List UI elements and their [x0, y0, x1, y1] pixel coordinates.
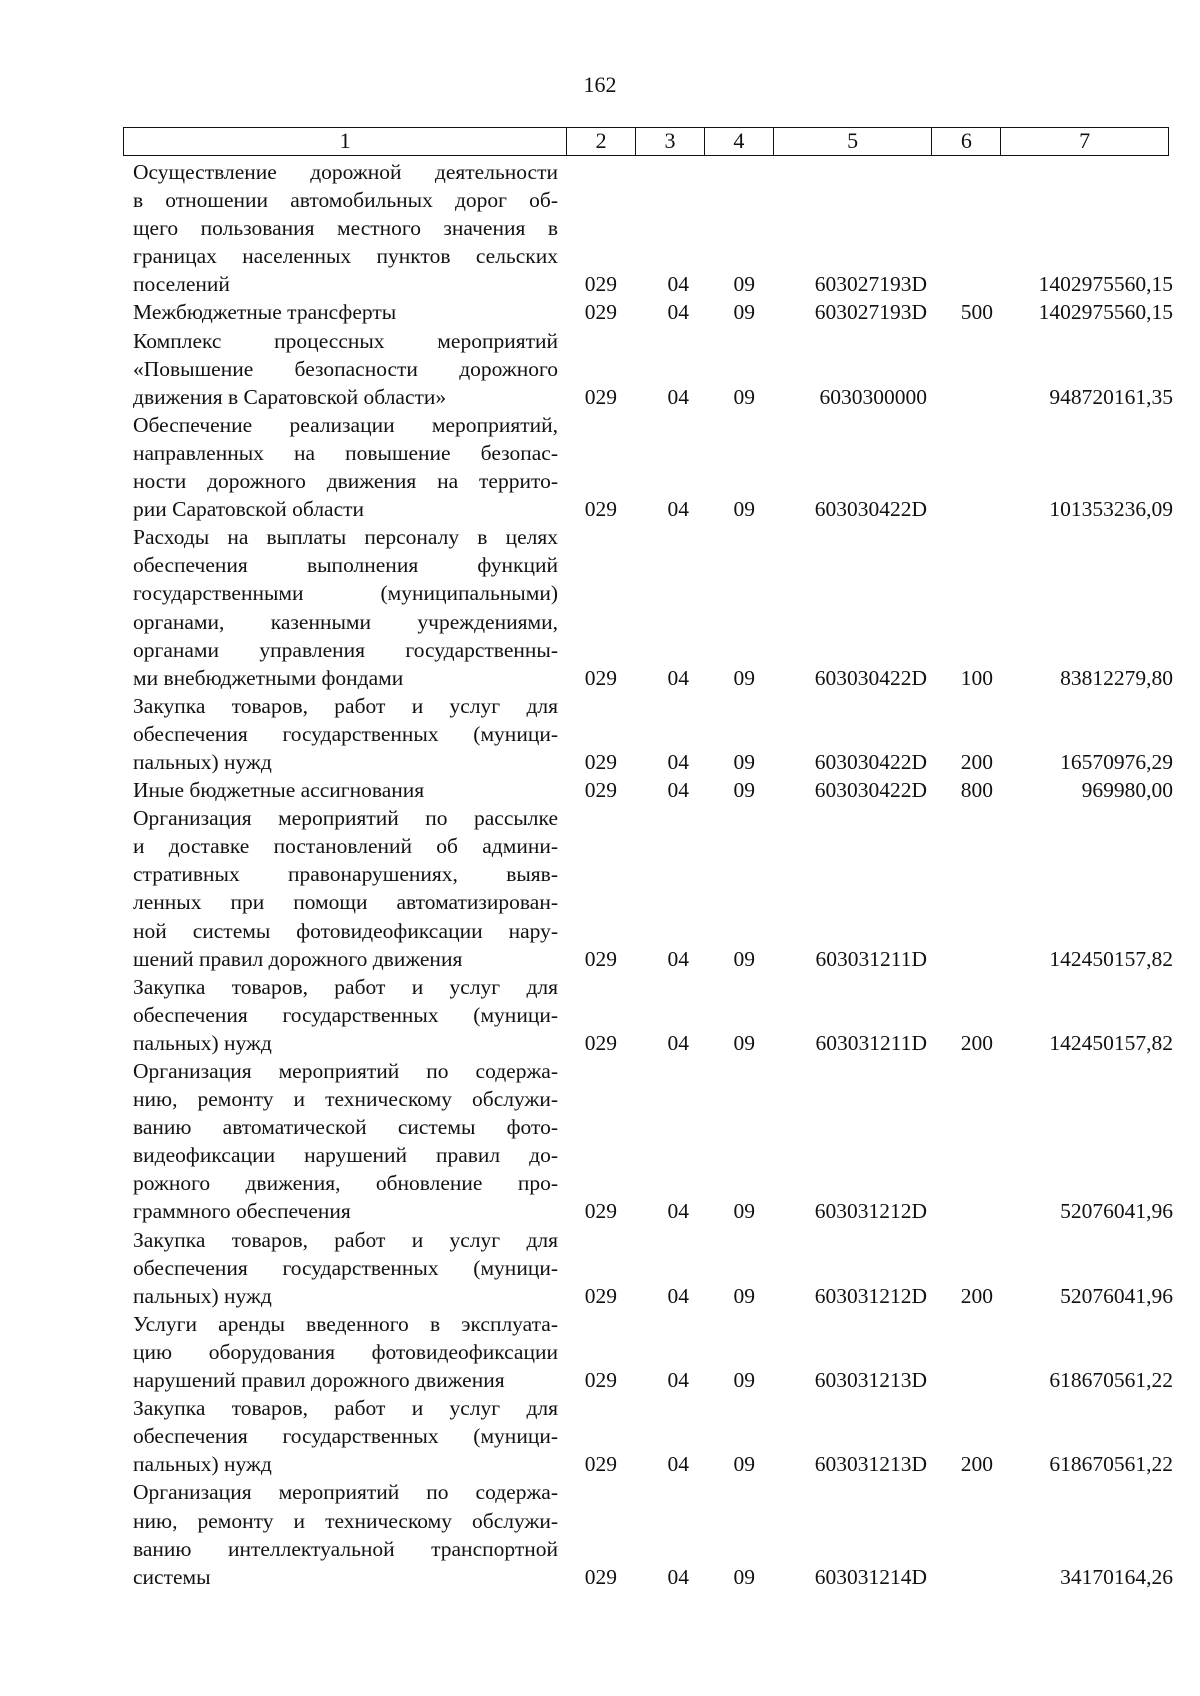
subsection-code-cell: 09 [733, 497, 755, 522]
section-code-cell: 04 [667, 665, 689, 690]
column-header-5: 5 [774, 128, 933, 155]
column-header-6: 6 [932, 128, 1001, 155]
section-code-cell: 04 [667, 1030, 689, 1055]
description-line: видеофиксации нарушений правил до- [133, 1143, 558, 1168]
amount-cell: 969980,00 [1081, 778, 1173, 803]
amount-cell: 618670561,22 [1049, 1368, 1173, 1393]
expense-type-cell: 200 [960, 1452, 993, 1477]
description-line: поселений [133, 272, 230, 297]
description-line: Межбюджетные трансферты [133, 300, 397, 325]
section-code-cell: 04 [667, 1199, 689, 1224]
description-line: Услуги аренды введенного в эксплуата- [133, 1311, 558, 1336]
budget-table-body [133, 158, 1173, 1591]
page-number: 162 [583, 72, 617, 97]
subsection-code-cell: 09 [733, 778, 755, 803]
subsection-code-cell: 09 [733, 272, 755, 297]
row-description [133, 523, 558, 692]
description-line: обеспечения выполнения функций [133, 553, 558, 578]
target-article-cell: 603027193D [814, 300, 927, 325]
subsection-code-cell: 09 [733, 1283, 755, 1308]
expense-type-cell: 200 [960, 749, 993, 774]
description-line: пальных) нужд [133, 749, 272, 774]
row-description [133, 411, 558, 523]
description-line: органами управления государственны- [133, 637, 558, 662]
target-article-cell: 603030422D [814, 749, 927, 774]
ministry-code-cell: 029 [584, 300, 617, 325]
target-article-cell: 603030422D [814, 665, 927, 690]
ministry-code-cell: 029 [584, 1564, 617, 1589]
row-description [133, 298, 558, 326]
description-line: цию оборудования фотовидеофиксации [133, 1339, 558, 1364]
description-line: рии Саратовской области [133, 497, 365, 522]
row-description [133, 692, 558, 776]
table-row [133, 1310, 1173, 1394]
description-line: Организация мероприятий по содержа- [133, 1059, 558, 1083]
row-description [133, 1394, 558, 1478]
target-article-cell: 603031211D [815, 946, 927, 971]
column-header-4: 4 [705, 128, 774, 155]
subsection-code-cell: 09 [733, 300, 755, 325]
row-description [133, 1226, 558, 1310]
section-code-cell: 04 [667, 946, 689, 971]
ministry-code-cell: 029 [584, 778, 617, 803]
amount-cell: 142450157,82 [1049, 946, 1173, 971]
description-line: обеспечения государственных (муници- [133, 721, 558, 746]
description-line: направленных на повышение безопас- [133, 440, 558, 465]
table-row [133, 973, 1173, 1057]
target-article-cell: 603031214D [814, 1564, 927, 1589]
ministry-code-cell: 029 [584, 384, 617, 409]
section-code-cell: 04 [667, 497, 689, 522]
amount-cell: 52076041,96 [1060, 1283, 1173, 1308]
description-line: Обеспечение реализации мероприятий, [133, 412, 558, 437]
table-row [133, 411, 1173, 523]
table-row [133, 1478, 1173, 1590]
amount-cell: 1402975560,15 [1038, 300, 1173, 325]
row-description [133, 973, 558, 1057]
description-line: щего пользования местного значения в [133, 216, 558, 241]
description-line: пальных) нужд [133, 1030, 272, 1055]
ministry-code-cell: 029 [584, 665, 617, 690]
table-column-header-row [123, 127, 1169, 156]
amount-cell: 618670561,22 [1049, 1452, 1173, 1477]
expense-type-cell: 200 [960, 1030, 993, 1055]
section-code-cell: 04 [667, 300, 689, 325]
description-line: ности дорожного движения на террито- [133, 469, 558, 494]
subsection-code-cell: 09 [733, 1452, 755, 1477]
subsection-code-cell: 09 [733, 1564, 755, 1589]
ministry-code-cell: 029 [584, 1283, 617, 1308]
subsection-code-cell: 09 [733, 946, 755, 971]
target-article-cell: 603031213D [814, 1368, 927, 1393]
description-line: нарушений правил дорожного движения [133, 1368, 505, 1393]
table-row [133, 804, 1173, 973]
description-line: нию, ремонту и техническому обслужи- [133, 1508, 558, 1533]
subsection-code-cell: 09 [733, 1368, 755, 1393]
description-line: Организация мероприятий по рассылке [133, 806, 558, 831]
description-line: обеспечения государственных (муници- [133, 1424, 558, 1449]
description-line: ленных при помощи автоматизирован- [133, 890, 558, 915]
row-description [133, 776, 558, 804]
section-code-cell: 04 [667, 1564, 689, 1589]
ministry-code-cell: 029 [584, 497, 617, 522]
row-description [133, 804, 558, 973]
subsection-code-cell: 09 [733, 384, 755, 409]
table-row [133, 776, 1173, 804]
amount-cell: 101353236,09 [1049, 497, 1173, 522]
description-line: пальных) нужд [133, 1283, 272, 1308]
target-article-cell: 603030422D [814, 497, 927, 522]
description-line: Комплекс процессных мероприятий [133, 328, 558, 353]
description-line: Осуществление дорожной деятельности [133, 160, 558, 184]
amount-cell: 1402975560,15 [1038, 272, 1173, 297]
description-line: системы [133, 1564, 211, 1589]
row-description [133, 1478, 558, 1590]
expense-type-cell: 100 [960, 665, 993, 690]
section-code-cell: 04 [667, 1452, 689, 1477]
ministry-code-cell: 029 [584, 1368, 617, 1393]
table-row [133, 158, 1173, 298]
ministry-code-cell: 029 [584, 749, 617, 774]
target-article-cell: 603030422D [814, 778, 927, 803]
column-header-1: 1 [124, 128, 567, 155]
row-description [133, 158, 558, 298]
section-code-cell: 04 [667, 749, 689, 774]
description-line: шений правил дорожного движения [133, 946, 463, 971]
subsection-code-cell: 09 [733, 1030, 755, 1055]
description-line: ванию интеллектуальной транспортной [133, 1536, 558, 1561]
description-line: Иные бюджетные ассигнования [133, 778, 425, 803]
target-article-cell: 603027193D [814, 272, 927, 297]
ministry-code-cell: 029 [584, 1030, 617, 1055]
subsection-code-cell: 09 [733, 665, 755, 690]
table-row [133, 1057, 1173, 1226]
description-line: обеспечения государственных (муници- [133, 1255, 558, 1280]
description-line: стративных правонарушениях, выяв- [133, 862, 558, 887]
description-line: движения в Саратовской области» [133, 384, 447, 409]
row-description [133, 1057, 558, 1226]
table-row [133, 1226, 1173, 1310]
table-row [133, 523, 1173, 692]
subsection-code-cell: 09 [733, 749, 755, 774]
table-row [133, 327, 1173, 411]
description-line: и доставке постановлений об админи- [133, 834, 558, 859]
section-code-cell: 04 [667, 1283, 689, 1308]
description-line: «Повышение безопасности дорожного [133, 356, 558, 381]
table-row [133, 1394, 1173, 1478]
amount-cell: 142450157,82 [1049, 1030, 1173, 1055]
description-line: органами, казенными учреждениями, [133, 609, 558, 634]
description-line: Организация мероприятий по содержа- [133, 1480, 558, 1505]
amount-cell: 52076041,96 [1060, 1199, 1173, 1224]
expense-type-cell: 800 [960, 778, 993, 803]
ministry-code-cell: 029 [584, 1199, 617, 1224]
expense-type-cell: 200 [960, 1283, 993, 1308]
target-article-cell: 6030300000 [819, 384, 927, 409]
target-article-cell: 603031211D [815, 1030, 927, 1055]
column-header-2: 2 [567, 128, 636, 155]
row-description [133, 327, 558, 411]
description-line: обеспечения государственных (муници- [133, 1002, 558, 1027]
description-line: пальных) нужд [133, 1452, 272, 1477]
amount-cell: 948720161,35 [1049, 384, 1173, 409]
column-header-7: 7 [1079, 128, 1091, 153]
description-line: граммного обеспечения [133, 1199, 351, 1224]
description-line: Закупка товаров, работ и услуг для [133, 974, 558, 999]
amount-cell: 34170164,26 [1060, 1564, 1173, 1589]
description-line: рожного движения, обновление про- [133, 1171, 558, 1196]
section-code-cell: 04 [667, 272, 689, 297]
description-line: границах населенных пунктов сельских [133, 244, 558, 269]
table-row [133, 298, 1173, 326]
description-line: ной системы фотовидеофиксации нару- [133, 918, 558, 943]
description-line: ванию автоматической системы фото- [133, 1115, 558, 1140]
target-article-cell: 603031212D [814, 1199, 927, 1224]
description-line: государственными (муниципальными) [133, 581, 558, 606]
target-article-cell: 603031212D [814, 1283, 927, 1308]
description-line: ми внебюджетными фондами [133, 665, 404, 690]
description-line: в отношении автомобильных дорог об- [133, 188, 558, 213]
ministry-code-cell: 029 [584, 946, 617, 971]
ministry-code-cell: 029 [584, 1452, 617, 1477]
description-line: Расходы на выплаты персоналу в целях [133, 525, 558, 550]
section-code-cell: 04 [667, 384, 689, 409]
subsection-code-cell: 09 [733, 1199, 755, 1224]
table-row [133, 692, 1173, 776]
description-line: нию, ремонту и техническому обслужи- [133, 1087, 558, 1112]
column-header-3: 3 [636, 128, 705, 155]
target-article-cell: 603031213D [814, 1452, 927, 1477]
ministry-code-cell: 029 [584, 272, 617, 297]
description-line: Закупка товаров, работ и услуг для [133, 693, 558, 718]
description-line: Закупка товаров, работ и услуг для [133, 1227, 558, 1252]
section-code-cell: 04 [667, 1368, 689, 1393]
amount-cell: 83812279,80 [1060, 665, 1173, 690]
expense-type-cell: 500 [960, 300, 993, 325]
row-description [133, 1310, 558, 1394]
amount-cell: 16570976,29 [1060, 749, 1173, 774]
description-line: Закупка товаров, работ и услуг для [133, 1396, 558, 1421]
section-code-cell: 04 [667, 778, 689, 803]
